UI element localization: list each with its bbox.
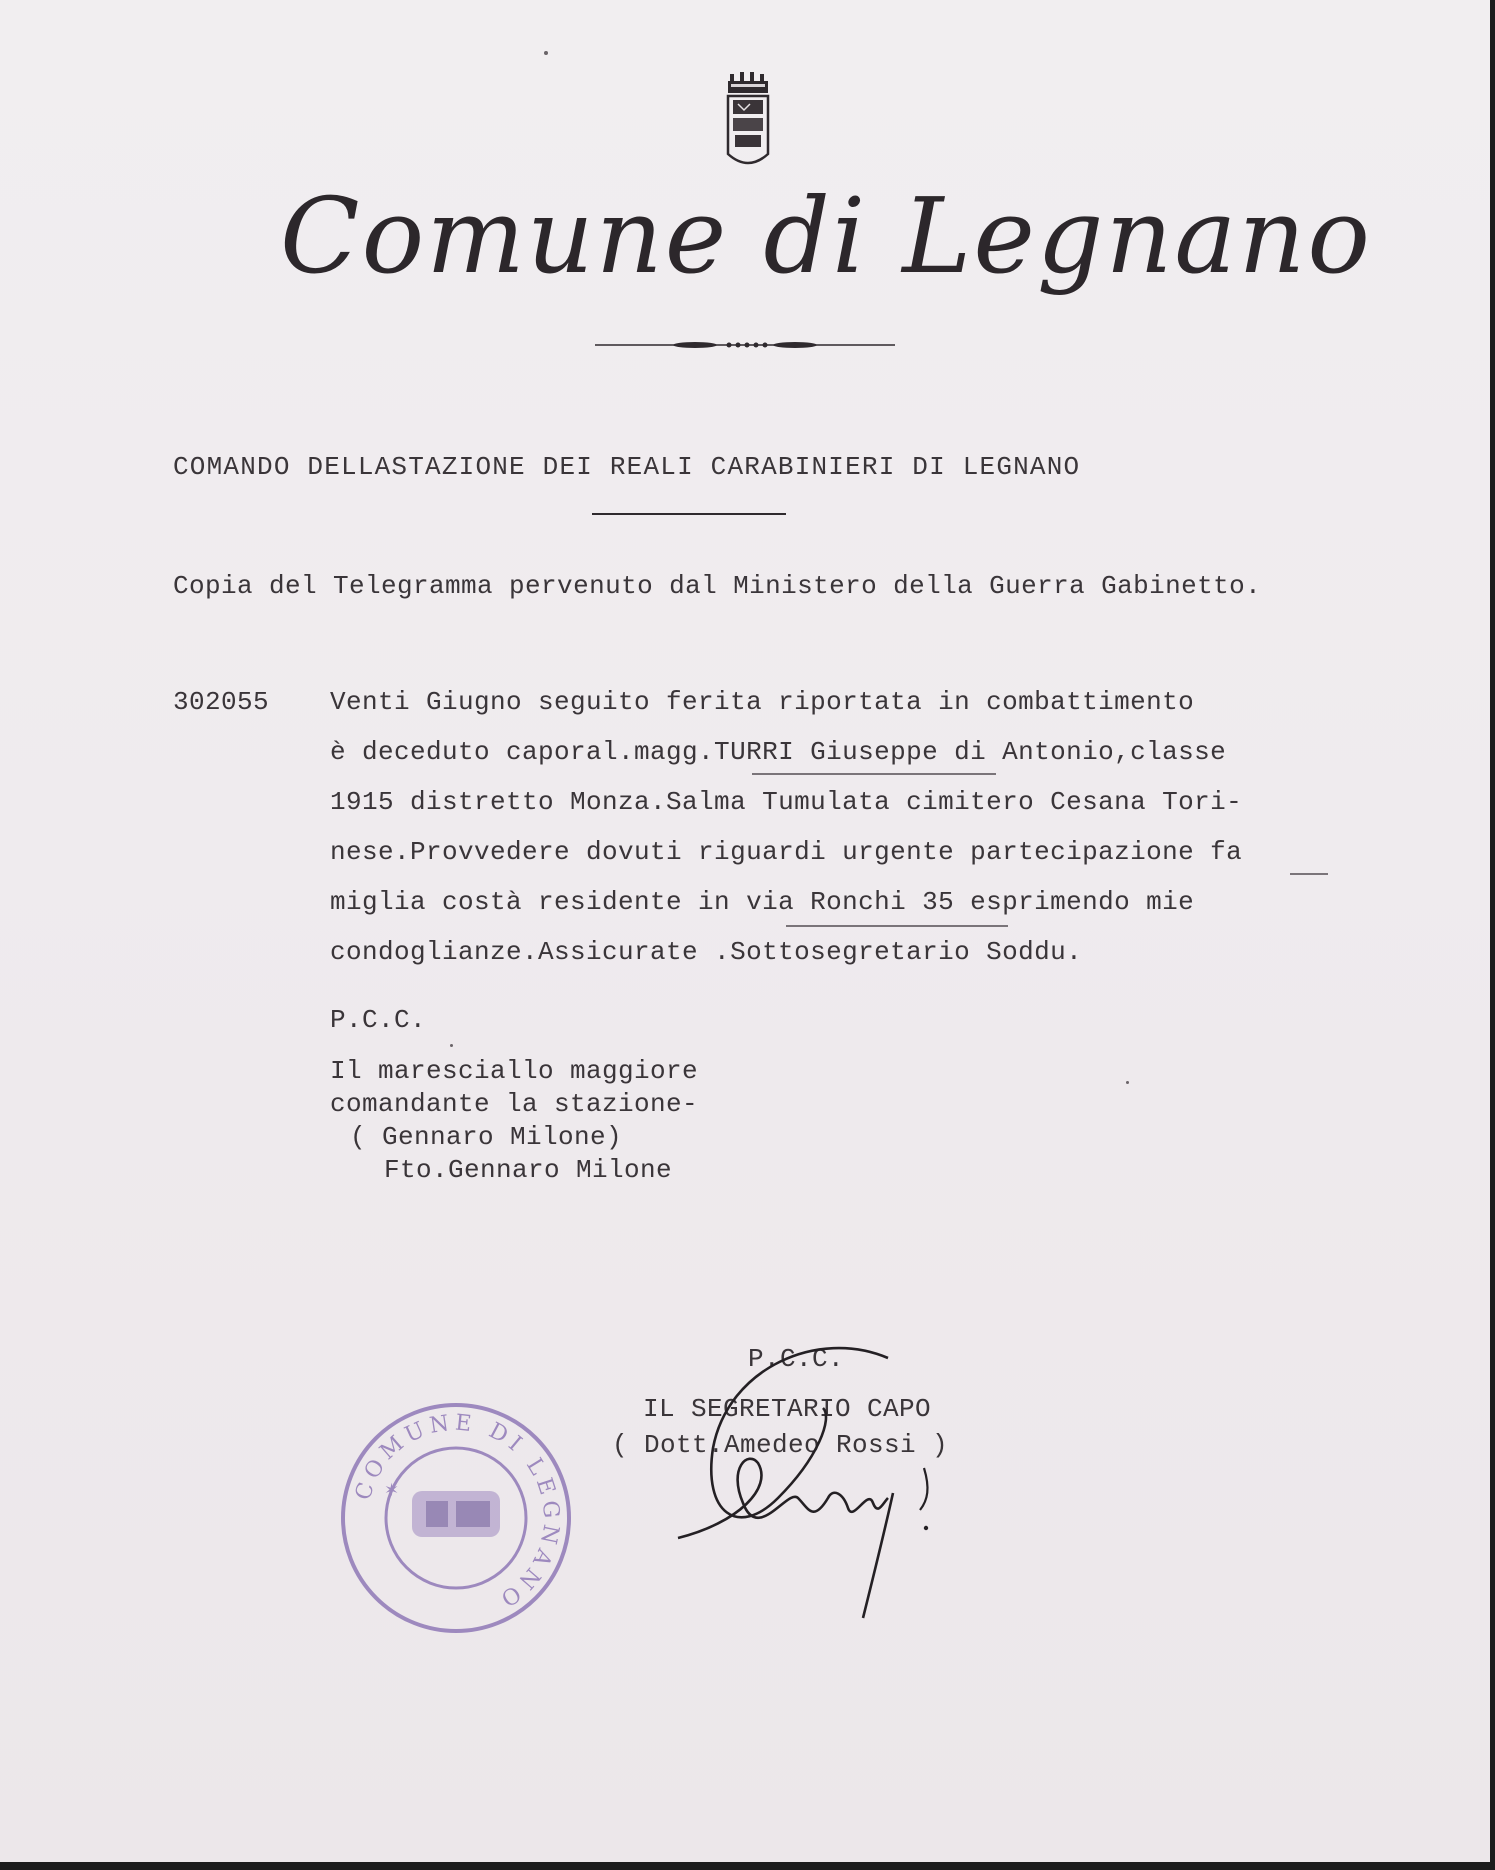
coat-of-arms-icon <box>724 72 772 172</box>
marshal-name: ( Gennaro Milone) <box>350 1122 623 1152</box>
telegram-line: nese.Provvedere dovuti riguardi urgente partecipazione fa <box>330 837 1243 867</box>
municipal-stamp <box>336 1398 576 1638</box>
paper-speck <box>544 51 548 55</box>
secretary-name: ( Dott.Amedeo Rossi ) <box>612 1430 949 1460</box>
telegram-number: 302055 <box>173 687 270 717</box>
heading-underline <box>592 513 786 515</box>
address-underline <box>786 925 1008 927</box>
marshal-title-line: Il maresciallo maggiore <box>330 1056 699 1086</box>
secretary-title: IL SEGRETARIO CAPO <box>643 1394 932 1424</box>
marshal-signed-name: Fto.Gennaro Milone <box>384 1155 673 1185</box>
pcc-mark: P.C.C. <box>748 1344 845 1374</box>
svg-text:COMUNE DI LEGNANO: COMUNE DI LEGNANO <box>350 1410 564 1614</box>
paper-speck <box>450 1044 453 1047</box>
telegram-intro: Copia del Telegramma pervenuto dal Ministero della Guerra Gabinetto. <box>173 571 1262 601</box>
ornamental-rule <box>595 338 895 352</box>
svg-text:✶: ✶ <box>384 1480 400 1501</box>
handwritten-signature <box>668 1338 968 1628</box>
telegram-line: Venti Giugno seguito ferita riportata in combattimento <box>330 687 1195 717</box>
word-underline <box>1290 873 1328 875</box>
pcc-mark: P.C.C. <box>330 1005 427 1035</box>
telegram-line: 1915 distretto Monza.Salma Tumulata cimitero Cesana Tori- <box>330 787 1243 817</box>
name-underline <box>752 773 996 775</box>
command-heading: COMANDO DELLASTAZIONE DEI REALI CARABINIERI DI LEGNANO <box>173 452 1081 482</box>
municipality-heading: Comune di Legnano <box>280 175 1373 297</box>
telegram-line: è deceduto caporal.magg.TURRI Giuseppe di Antonio,classe <box>330 737 1227 767</box>
marshal-signature-block <box>330 1056 698 1188</box>
marshal-title-line: comandante la stazione- <box>330 1089 699 1119</box>
paper-speck <box>1126 1081 1129 1084</box>
telegram-line: miglia costà residente in via Ronchi 35 esprimendo mie <box>330 887 1195 917</box>
telegram-line: condoglianze.Assicurate .Sottosegretario Soddu. <box>330 937 1083 967</box>
